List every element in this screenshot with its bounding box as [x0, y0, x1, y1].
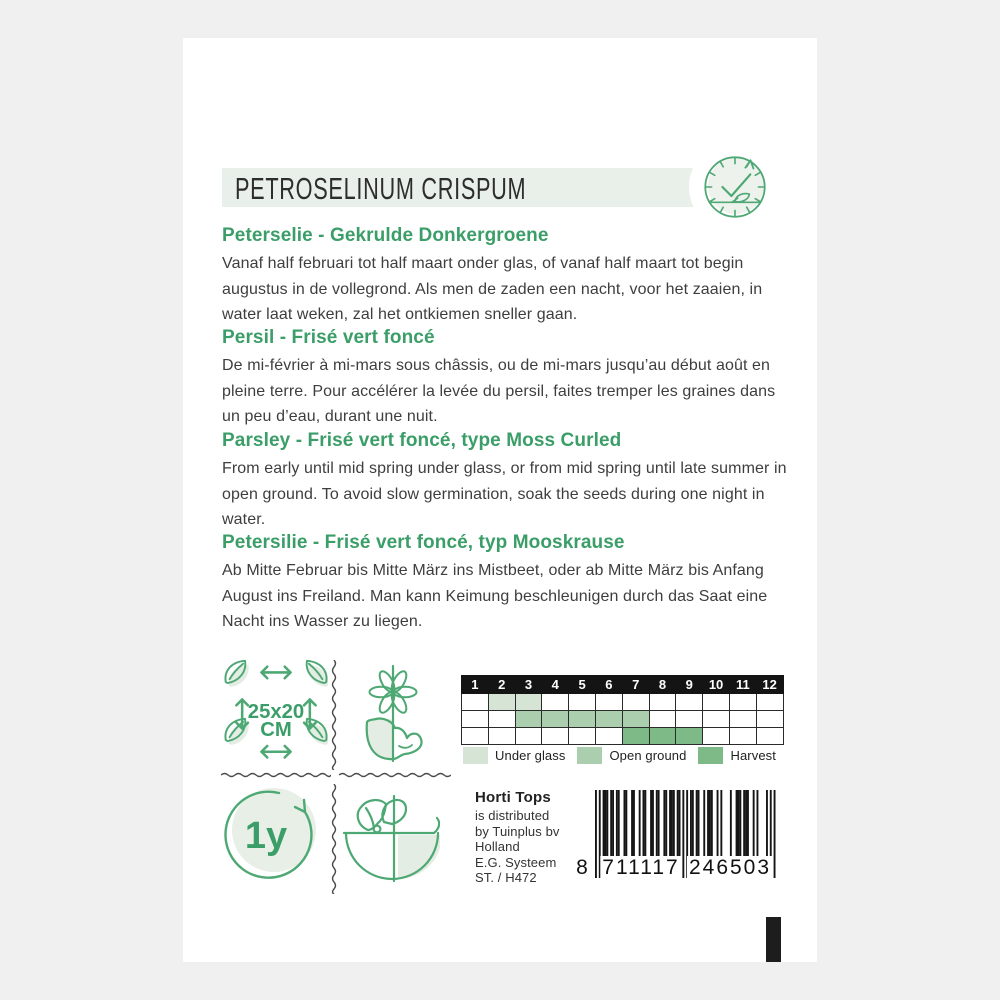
barcode-bar	[669, 790, 671, 862]
barcode-bar	[743, 790, 745, 862]
barcode-digit-right: 246503	[688, 856, 772, 879]
calendar-cell	[703, 711, 730, 728]
barcode-bar	[616, 790, 618, 862]
barcode-bar	[643, 790, 645, 862]
barcode-bar	[738, 790, 740, 862]
calendar-cell	[488, 728, 515, 745]
annual-cycle-icon	[220, 788, 320, 883]
barcode-bar	[745, 790, 747, 862]
calendar-cell	[462, 728, 489, 745]
barcode-bar	[711, 790, 713, 862]
calendar-month-cell: 2	[488, 676, 515, 694]
barcode-bar	[679, 790, 681, 862]
section-body-de: Ab Mitte Februar bis Mitte März ins Mistbeet, oder ab Mitte März bis Anfang August ins Freiland. Man kann Keimung beschleunigen durch das Saat eine Nacht ins Wasser zu liegen.	[222, 562, 768, 630]
divider-squiggle-vertical-top	[330, 660, 338, 770]
calendar-cell	[595, 694, 622, 711]
section-dutch	[222, 225, 788, 328]
legend-label-harvest: Harvest	[730, 748, 776, 763]
section-heading-de: Petersilie - Frisé vert foncé, typ Mooskrause	[222, 532, 625, 553]
barcode-bar	[631, 790, 633, 862]
calendar-month-header-row	[462, 676, 784, 694]
calendar-cell	[542, 694, 569, 711]
calendar-cell	[756, 728, 783, 745]
barcode-bar	[717, 790, 719, 862]
ean-barcode	[573, 790, 785, 890]
calendar-month-cell: 1	[462, 676, 489, 694]
cycle-duration-label: 1y	[244, 815, 288, 857]
barcode-bar	[625, 790, 627, 862]
calendar-cell	[729, 711, 756, 728]
barcode-bar	[658, 790, 660, 862]
distributor-line: ST. / H472	[475, 870, 537, 885]
barcode-digit-first: 8	[576, 856, 590, 879]
section-body-fr: De mi-février à mi-mars sous châssis, ou de mi-mars jusqu’au début août en pleine terre. Pour accélérer la levée du persil, faites tremper les graines dans un peu d’eau, durant une nuit.	[222, 357, 776, 425]
barcode-bar	[703, 790, 705, 862]
section-body-nl: Vanaf half februari tot half maart onder glas, of vanaf half maart tot begin augustus in de vollegrond. Als men de zaden een nacht, voor het zaaien, in water laat weken, zal het ontkiemen sneller gaan.	[222, 255, 763, 323]
calendar-month-cell: 5	[569, 676, 596, 694]
barcode-bar	[652, 790, 654, 862]
section-heading-en: Parsley - Frisé vert foncé, type Moss Curled	[222, 430, 622, 451]
barcode-bar	[690, 790, 692, 862]
barcode-bar	[766, 790, 768, 862]
calendar-cell	[703, 694, 730, 711]
barcode-bar	[682, 790, 684, 878]
barcode-bar	[605, 790, 607, 862]
distributor-line: Holland	[475, 839, 520, 854]
calendar-cell	[676, 728, 703, 745]
print-registration-mark	[766, 917, 781, 962]
calendar-month-cell: 10	[703, 676, 730, 694]
section-french	[222, 327, 788, 430]
calendar-cell	[622, 728, 649, 745]
calendar-month-cell: 4	[542, 676, 569, 694]
harvest-bowl-icon	[340, 788, 440, 883]
flower-pot-icon	[355, 660, 431, 768]
calendar-cell	[515, 694, 542, 711]
barcode-bar	[677, 790, 679, 862]
barcode-bar	[656, 790, 658, 862]
barcode-bar	[709, 790, 711, 862]
legend-swatch-harvest	[698, 747, 723, 764]
barcode-bar	[698, 790, 700, 862]
calendar-month-cell: 8	[649, 676, 676, 694]
calendar-cell	[756, 711, 783, 728]
calendar-cell	[676, 711, 703, 728]
calendar-cell	[649, 728, 676, 745]
barcode-bar	[671, 790, 673, 862]
calendar-cell	[729, 728, 756, 745]
legend-label-under-glass: Under glass	[495, 748, 566, 763]
calendar-cell	[729, 694, 756, 711]
distributor-line: by Tuinplus bv	[475, 823, 560, 839]
calendar-cell	[622, 711, 649, 728]
brand-name: Horti Tops	[475, 789, 551, 806]
section-heading-fr: Persil - Frisé vert foncé	[222, 327, 435, 348]
sowing-calendar-table	[461, 675, 784, 745]
barcode-bar	[707, 790, 709, 862]
calendar-cell	[569, 694, 596, 711]
calendar-cell	[649, 711, 676, 728]
section-german	[222, 532, 788, 635]
barcode-bar	[730, 790, 732, 862]
barcode-bar	[595, 790, 597, 878]
calendar-cell	[756, 694, 783, 711]
legend-swatch-open-ground	[577, 747, 602, 764]
calendar-cell	[595, 728, 622, 745]
calendar-cell	[676, 694, 703, 711]
legend-swatch-under-glass	[463, 747, 488, 764]
barcode-bar	[618, 790, 620, 862]
latin-name-title: PETROSELINUM CRISPUM	[235, 171, 527, 206]
calendar-row-harvest	[462, 728, 784, 745]
barcode-bar	[606, 790, 608, 862]
calendar-month-cell: 12	[756, 676, 783, 694]
barcode-bar	[610, 790, 612, 862]
calendar-cell	[462, 694, 489, 711]
calendar-month-cell: 11	[729, 676, 756, 694]
calendar-cell	[515, 728, 542, 745]
barcode-bar	[696, 790, 698, 862]
calendar-row-open-ground	[462, 711, 784, 728]
barcode-bar	[624, 790, 626, 862]
barcode-bar	[644, 790, 646, 862]
calendar-row-under-glass	[462, 694, 784, 711]
legend-label-open-ground: Open ground	[609, 748, 687, 763]
distributor-line: E.G. Systeem	[475, 854, 557, 870]
barcode-bar	[663, 790, 665, 862]
barcode-bar	[650, 790, 652, 862]
calendar-cell	[462, 711, 489, 728]
calendar-month-cell: 7	[622, 676, 649, 694]
barcode-bar	[603, 790, 605, 862]
calendar-cell	[515, 711, 542, 728]
calendar-cell	[622, 694, 649, 711]
barcode-bar	[692, 790, 694, 862]
barcode-bar	[739, 790, 741, 862]
calendar-cell	[542, 728, 569, 745]
sowing-clock-icon	[699, 151, 771, 223]
section-english	[222, 430, 788, 533]
divider-squiggle-vertical-bottom	[330, 784, 338, 894]
calendar-cell	[569, 728, 596, 745]
calendar-month-cell: 9	[676, 676, 703, 694]
spacing-value-label: 25x20	[247, 700, 305, 723]
barcode-bar	[720, 790, 722, 862]
plant-spacing-icon	[218, 656, 334, 772]
calendar-cell	[488, 694, 515, 711]
barcode-bar	[639, 790, 641, 862]
section-body-en: From early until mid spring under glass, or from mid spring until late summer in open ground. To avoid slow germination, soak the seeds during one night in water.	[222, 460, 787, 528]
calendar-month-cell: 3	[515, 676, 542, 694]
section-heading-nl: Peterselie - Gekrulde Donkergroene	[222, 225, 549, 246]
barcode-bar	[753, 790, 755, 862]
calendar-legend	[463, 747, 788, 764]
barcode-bar	[757, 790, 759, 862]
calendar-month-cell: 6	[595, 676, 622, 694]
packet-card	[183, 38, 817, 962]
calendar-cell	[595, 711, 622, 728]
calendar-cell	[542, 711, 569, 728]
barcode-bar	[665, 790, 667, 862]
barcode-bar	[774, 790, 776, 878]
calendar-cell	[649, 694, 676, 711]
barcode-bar	[736, 790, 738, 862]
divider-squiggle-horizontal-right	[339, 771, 451, 779]
calendar-cell	[569, 711, 596, 728]
spacing-unit-label: CM	[260, 719, 292, 742]
calendar-cell	[488, 711, 515, 728]
barcode-digit-left: 711117	[602, 856, 680, 879]
calendar-cell	[703, 728, 730, 745]
divider-squiggle-horizontal-left	[221, 771, 331, 779]
barcode-bar	[673, 790, 675, 862]
barcode-bar	[633, 790, 635, 862]
barcode-bar	[612, 790, 614, 862]
barcode-bar	[747, 790, 749, 862]
distributor-line: is distributed	[475, 808, 550, 823]
